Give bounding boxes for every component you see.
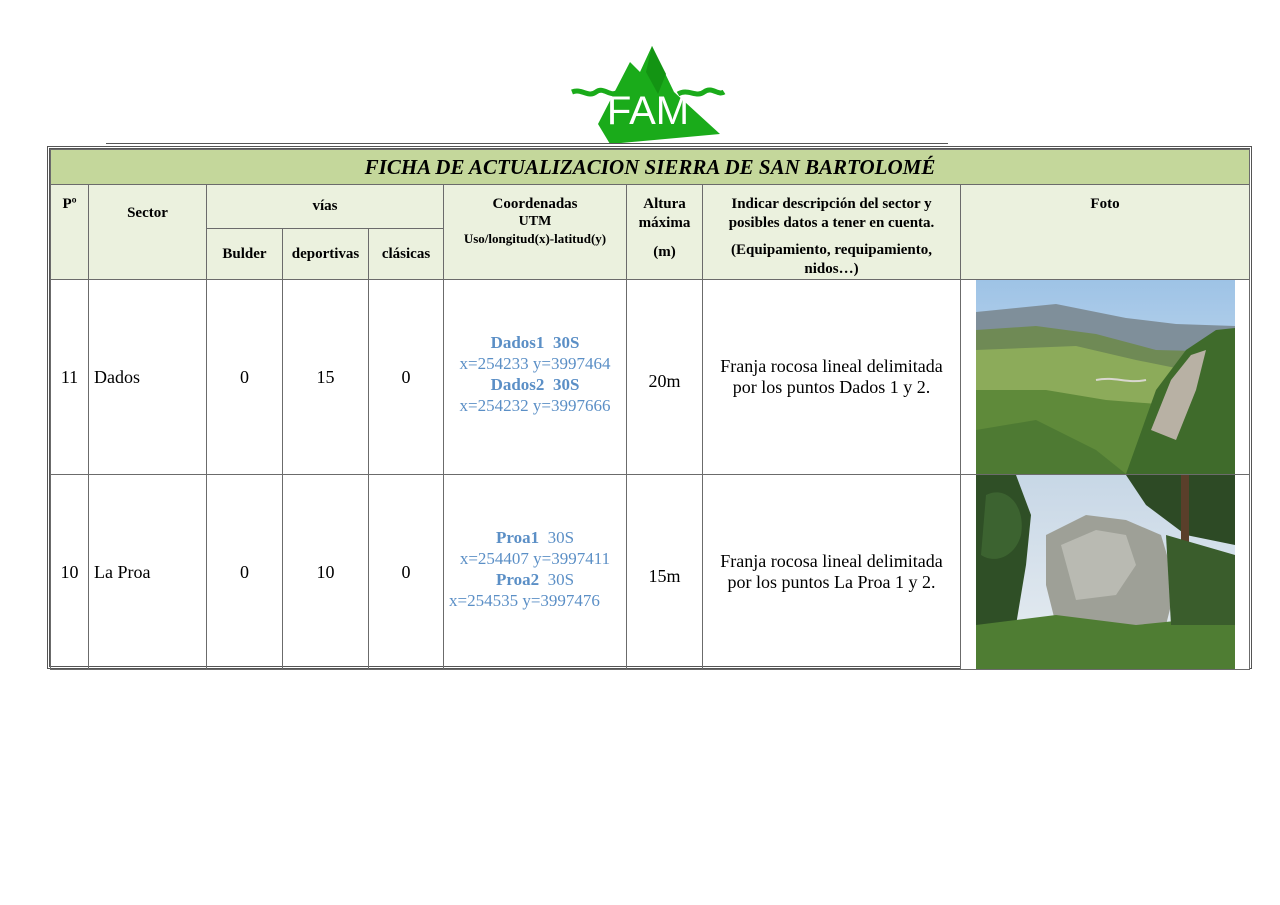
- row-descripcion: Franja rocosa lineal delimitada por los puntos La Proa 1 y 2.: [703, 475, 961, 670]
- row-p: 10: [51, 475, 89, 670]
- coord2-xy: x=254535 y=3997476: [449, 591, 600, 610]
- row-bulder: 0: [207, 280, 283, 475]
- coord-header-sub: Uso/longitud(x)-latitud(y): [463, 231, 607, 246]
- col-descripcion: [703, 185, 961, 280]
- fam-logo: [570, 44, 726, 148]
- row-bulder: 0: [207, 475, 283, 670]
- row-deportivas: 15: [283, 280, 369, 475]
- coord1-zone: 30S: [547, 528, 575, 547]
- altura-unit: (m): [653, 244, 676, 260]
- coord2-name: Proa2: [495, 570, 540, 589]
- col-foto: Foto: [961, 185, 1250, 280]
- desc-header-sub: (Equipamiento, requipamiento, nidos…): [731, 242, 932, 277]
- coord1-name: Proa1: [495, 528, 540, 547]
- coord1-xy: x=254233 y=3997464: [459, 354, 611, 373]
- altura-header: Altura máxima: [638, 196, 691, 231]
- row-coordenadas: [444, 280, 627, 475]
- row-foto: [961, 475, 1250, 670]
- table-row: [51, 475, 1250, 670]
- row-descripcion: Franja rocosa lineal delimitada por los puntos Dados 1 y 2.: [703, 280, 961, 475]
- header-rule: [106, 143, 948, 144]
- sector-table: [50, 149, 1250, 670]
- coord-header-title: Coordenadas: [492, 196, 578, 212]
- update-sheet: [47, 146, 1252, 669]
- row-clasicas: 0: [369, 475, 444, 670]
- coord-header-utm: UTM: [518, 214, 552, 229]
- coord2-zone: 30S: [552, 375, 580, 394]
- coord1-zone: 30S: [552, 333, 580, 352]
- col-deportivas: deportivas: [283, 229, 369, 280]
- col-bulder: Bulder: [207, 229, 283, 280]
- coord1-xy: x=254407 y=3997411: [459, 549, 611, 568]
- row-sector: La Proa: [89, 475, 207, 670]
- table-title: FICHA DE ACTUALIZACION SIERRA DE SAN BARTOLOMÉ: [51, 150, 1250, 185]
- col-sector: Sector: [89, 185, 207, 280]
- row-p: 11: [51, 280, 89, 475]
- col-altura: [627, 185, 703, 280]
- row-deportivas: 10: [283, 475, 369, 670]
- row-altura: 15m: [627, 475, 703, 670]
- logo-text: FAM: [606, 89, 690, 133]
- coord2-name: Dados2: [490, 375, 545, 394]
- col-p: Pº: [51, 185, 89, 280]
- coord2-xy: x=254232 y=3997666: [459, 396, 611, 415]
- row-clasicas: 0: [369, 280, 444, 475]
- table-row: [51, 280, 1250, 475]
- col-coordenadas: [444, 185, 627, 280]
- coord2-zone: 30S: [547, 570, 575, 589]
- photo-la-proa: [976, 475, 1235, 669]
- col-clasicas: clásicas: [369, 229, 444, 280]
- row-foto: [961, 280, 1250, 475]
- row-coordenadas: [444, 475, 627, 670]
- col-vias: vías: [207, 185, 444, 229]
- row-sector: Dados: [89, 280, 207, 475]
- photo-dados: [976, 280, 1235, 474]
- coord1-name: Dados1: [490, 333, 545, 352]
- row-altura: 20m: [627, 280, 703, 475]
- desc-header: Indicar descripción del sector y posibles datos a tener en cuenta.: [728, 196, 935, 231]
